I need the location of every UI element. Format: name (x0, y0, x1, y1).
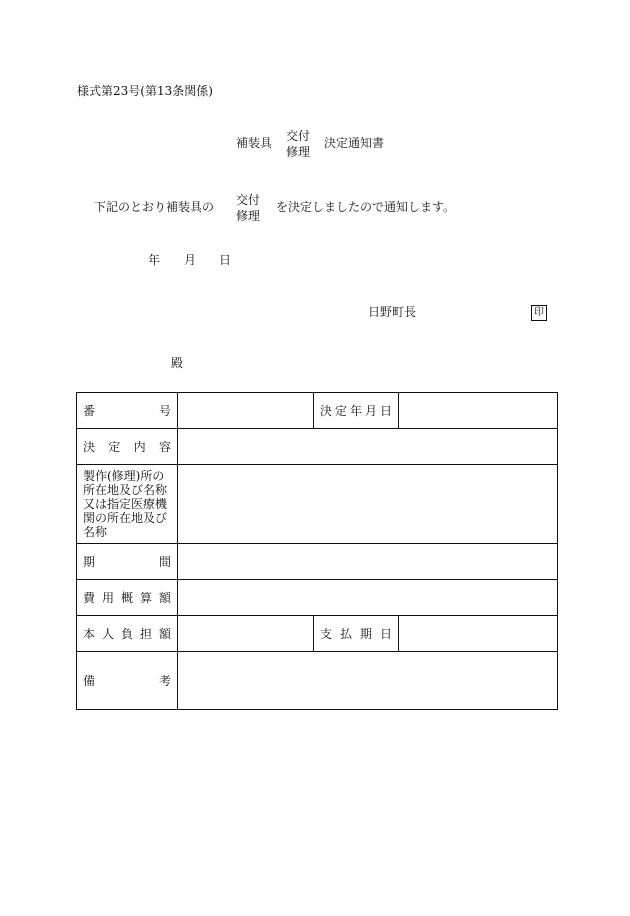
date-day: 日 (219, 253, 232, 267)
title-prefix: 補装具 (236, 136, 273, 150)
label-self-burden: 本人負担額 (77, 616, 178, 652)
label-number: 番 号 (77, 393, 178, 429)
addressee-honorific: 殿 (171, 356, 184, 370)
value-decision-date[interactable] (399, 393, 558, 429)
body-prefix: 下記のとおり補装具の (94, 200, 215, 214)
table-row (77, 616, 558, 652)
value-estimated-cost[interactable] (178, 580, 558, 616)
decision-table (76, 392, 558, 710)
title-option-repair: 修理 (285, 145, 310, 159)
table-row (77, 465, 558, 544)
value-payment-date[interactable] (399, 616, 558, 652)
body-options (234, 192, 262, 224)
seal-mark: 印 (531, 305, 547, 321)
label-payment-date: 支払期日 (314, 616, 399, 652)
label-decision-content: 決 定 内 容 (77, 429, 178, 465)
table-row (77, 652, 558, 710)
value-maker[interactable] (178, 465, 558, 544)
value-self-burden[interactable] (178, 616, 314, 652)
value-remarks[interactable] (178, 652, 558, 710)
title-suffix: 決定通知書 (324, 136, 385, 150)
value-number[interactable] (178, 393, 314, 429)
title-options (284, 128, 312, 160)
label-estimated-cost: 費用概算額 (77, 580, 178, 616)
body-option-issue: 交付 (235, 193, 260, 207)
body-option-repair: 修理 (235, 209, 260, 223)
table-row (77, 580, 558, 616)
table-row (77, 544, 558, 580)
label-period: 期 間 (77, 544, 178, 580)
date-year: 年 (148, 253, 161, 267)
label-remarks: 備 考 (77, 652, 178, 710)
title-option-issue: 交付 (285, 129, 310, 143)
date-month: 月 (184, 253, 197, 267)
form-number: 様式第23号(第13条関係) (77, 84, 213, 98)
issuer-name: 日野町長 (368, 305, 417, 319)
table-row (77, 393, 558, 429)
label-decision-date: 決定年月日 (314, 393, 399, 429)
value-decision-content[interactable] (178, 429, 558, 465)
value-period[interactable] (178, 544, 558, 580)
table-row (77, 429, 558, 465)
body-suffix: を決定しましたので通知します。 (276, 200, 456, 214)
label-maker: 製作(修理)所の所在地及び名称又は指定医療機関の所在地及び名称 (77, 465, 178, 544)
